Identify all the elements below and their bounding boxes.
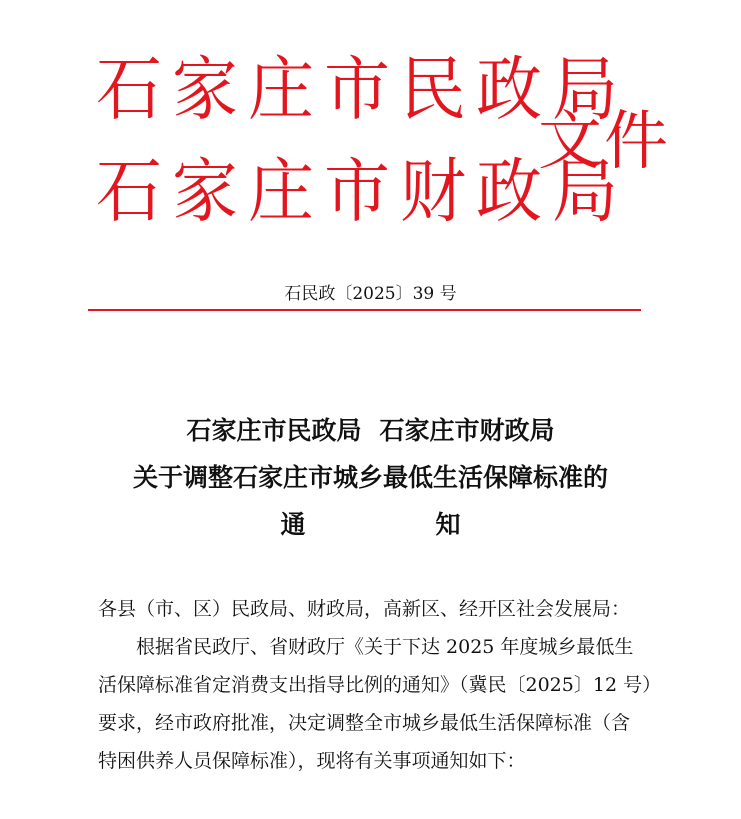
addressee-line: 各县（市、区）民政局、财政局，高新区、经开区社会发展局： [98, 598, 631, 620]
title-line-issuers [0, 414, 741, 448]
paragraph-line: 要求，经市政府批准，决定调整全市城乡最低生活保障标准（含 [98, 712, 631, 734]
title-issuer-civil-affairs: 石家庄市民政局 [186, 416, 362, 445]
red-divider-line [88, 309, 641, 311]
title-line-subject: 关于调整石家庄市城乡最低生活保障标准的 [132, 463, 608, 492]
issuer-name-civil-affairs: 石家庄市民政局 [96, 49, 628, 130]
title-line-notice: 通知 [280, 510, 591, 539]
paragraph-line: 特困供养人员保障标准），现将有关事项通知如下： [98, 750, 526, 772]
document-word: 文件 [538, 105, 670, 179]
document-number: 石民政〔2025〕39 号 [284, 284, 457, 304]
paragraph-line: 根据省民政厅、省财政厅《关于下达 2025 年度城乡最低生 [136, 636, 634, 658]
issuer-name-finance: 石家庄市财政局 [96, 151, 628, 232]
paragraph-line: 活保障标准省定消费支出指导比例的通知》（冀民〔2025〕12 号） [98, 674, 662, 696]
title-issuer-finance: 石家庄市财政局 [379, 416, 555, 445]
